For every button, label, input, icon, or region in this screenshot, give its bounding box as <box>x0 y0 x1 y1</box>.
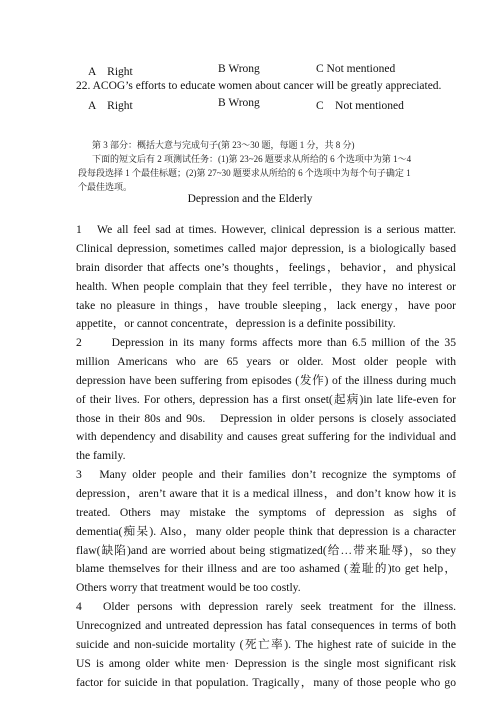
paragraph-line: health. When people complain that they feel terrible，they have no interest or <box>76 279 456 293</box>
paragraph-line: dementia(痴呆). Also，many older people think that depression is a character <box>76 524 456 538</box>
paragraph-line: Others worry that treatment would be too costly. <box>76 581 301 595</box>
paragraph-line: appetite，or cannot concentrate，depression is a definite possibility. <box>76 317 396 331</box>
paragraph-line: depression，aren’t aware that it is a medical illness，and don’t know how it is <box>76 486 456 500</box>
paragraph-line: 4 Older persons with depression rarely seek treatment for the illness. <box>76 600 456 613</box>
article-title: Depression and the Elderly <box>187 193 313 205</box>
paragraph-line: of their lives. For others, depression has a first onset(起病)in late life-even for <box>76 392 456 406</box>
paragraph-line: Clinical depression, sometimes called major depression, is a biologically based <box>76 241 456 255</box>
q22-option-a: A Right <box>88 100 133 112</box>
paragraph-line: US is among older white men· Depression is the single most significant risk <box>76 656 456 670</box>
q21-option-c: C Not mentioned <box>316 63 396 75</box>
part3-instruction-line: 个最佳选项。 <box>78 182 133 192</box>
paragraph-line: 2 Depression in its many forms affects more than 6.5 million of the 35 <box>76 336 456 349</box>
paragraph-line: 1 We all feel sad at times. However, clinical depression is a serious matter. <box>76 223 456 236</box>
part3-heading: 第 3 部分：概括大意与完成句子(第 23～30 题，每题 1 分，共 8 分) <box>92 140 355 150</box>
paragraph-line: those in their 80s and 90s. Depression in older persons is closely associated <box>76 411 456 425</box>
part3-instruction-line: 下面的短文后有 2 项测试任务：(1)第 23~26 题要求从所给的 6 个选项中为第 1～4 <box>92 154 412 164</box>
paragraph-line: factor for suicide in that population. Tragically，many of those people who go <box>76 675 456 689</box>
paragraph-4 <box>76 598 456 692</box>
paragraph-line: take no pleasure in things，have trouble sleeping，lack energy，have poor <box>76 298 456 312</box>
q21-option-a: A Right <box>88 66 133 78</box>
q22-option-b: B Wrong <box>218 97 260 109</box>
paragraph-line: the family. <box>76 449 126 463</box>
q21-option-b: B Wrong <box>218 63 260 75</box>
paragraph-line: million Americans who are 65 years or older. Most older people with <box>76 354 456 368</box>
paragraph-3 <box>76 466 456 598</box>
paragraph-line: flaw(缺陷)and are worried about being stigmatized(给…带来耻辱)，so they <box>76 543 456 557</box>
paragraph-line: 3 Many older people and their families don’t recognize the symptoms of <box>76 468 456 481</box>
paragraph-line: suicide and non-suicide mortality (死亡率). The highest rate of suicide in the <box>76 637 456 651</box>
paragraph-line: treated. Others may mistake the symptoms of depression as sighs of <box>76 505 456 519</box>
q22-option-c: C Not mentioned <box>316 100 404 112</box>
paragraph-line: brain disorder that affects one’s thoughts，feelings，behavior，and physical <box>76 260 456 274</box>
paragraph-1 <box>76 221 456 334</box>
paragraph-line: depression have been suffering from episodes (发作) of the illness during much <box>76 373 456 387</box>
question-22: 22. ACOG’s efforts to educate women about cancer will be greatly appreciated. <box>76 80 442 92</box>
paragraph-line: with dependency and disability and causes great suffering for the individual and <box>76 430 456 444</box>
paragraph-line: blame themselves for their illness and are too ashamed (羞耻的)to get help， <box>76 562 456 576</box>
paragraph-line: Unrecognized and untreated depression has fatal consequences in terms of both <box>76 618 456 632</box>
part3-instruction-line: 段每段选择 1 个最佳标题；(2)第 27~30 题要求从所给的 6 个选项中为每个句子确定 1 <box>78 168 411 178</box>
paragraph-2 <box>76 334 456 466</box>
